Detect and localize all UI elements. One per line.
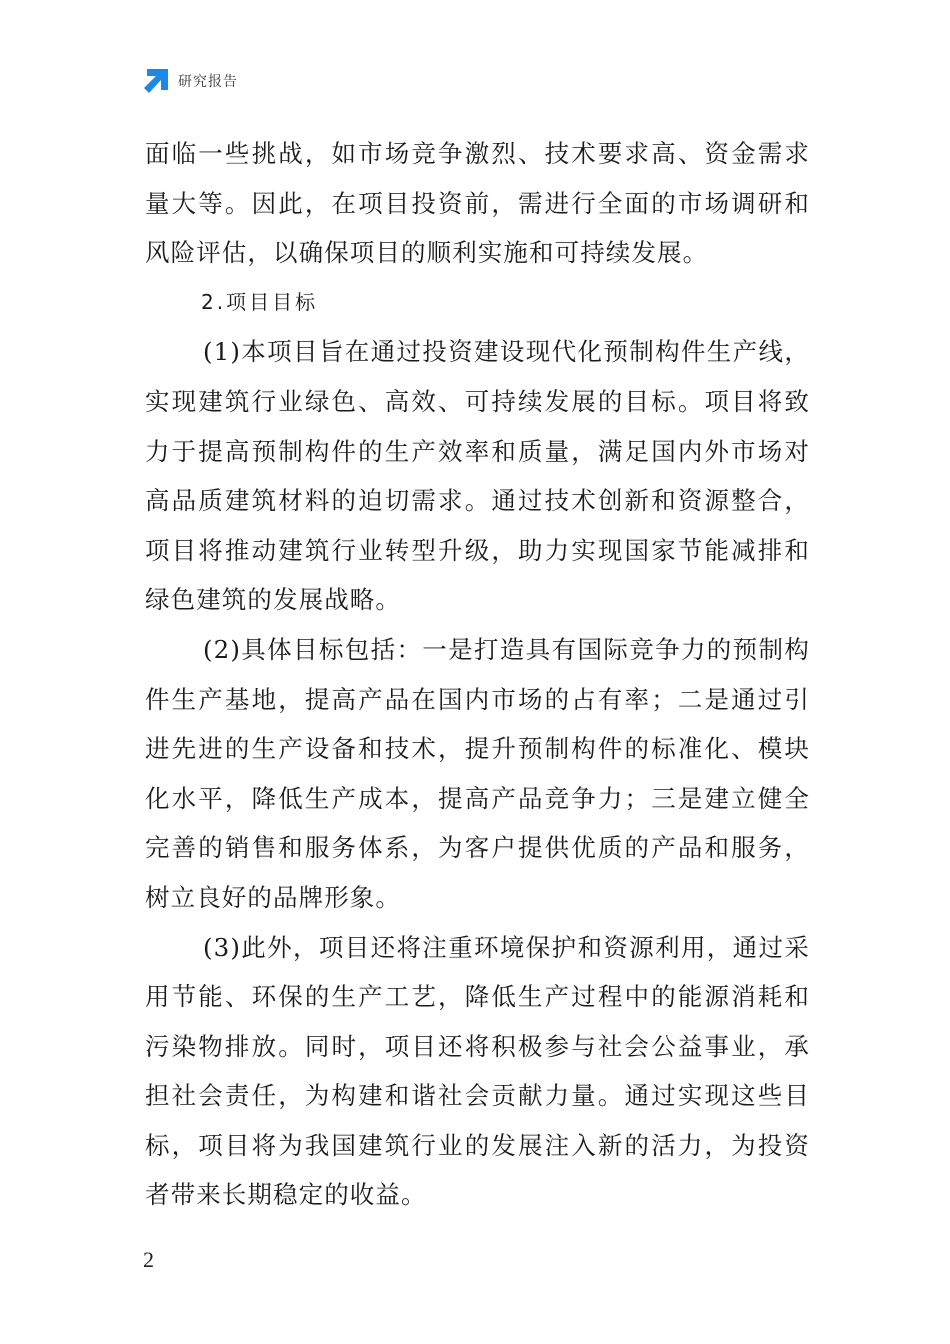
document-body [145, 129, 810, 1220]
paragraph-goal-3: (3)此外，项目还将注重环境保护和资源利用，通过采用节能、环保的生产工艺，降低生产过程中的能源消耗和污染物排放。同时，项目还将积极参与社会公益事业，承担社会责任，为构建和谐社会贡献力量。通过实现这些目标，项目将为我国建筑行业的发展注入新的活力，为投资者带来长期稳定的收益。 [145, 932, 810, 1210]
arrow-up-right-icon [143, 68, 169, 94]
header-title: 研究报告 [178, 74, 238, 90]
paragraph-goal-2: (2)具体目标包括：一是打造具有国际竞争力的预制构件生产基地，提高产品在国内市场的占有率；二是通过引进先进的生产设备和技术，提升预制构件的标准化、模块化水平，降低生产成本，提高产品竞争力；三是建立健全完善的销售和服务体系，为客户提供优质的产品和服务，树立良好的品牌形象。 [145, 634, 810, 912]
section-heading: 2.项目目标 [201, 289, 319, 314]
page-header [143, 66, 238, 96]
paragraph-goal-1: (1)本项目旨在通过投资建设现代化预制构件生产线，实现建筑行业绿色、高效、可持续发展的目标。项目将致力于提高预制构件的生产效率和质量，满足国内外市场对高品质建筑材料的迫切需求。通过技术创新和资源整合，项目将推动建筑行业转型升级，助力实现国家节能减排和绿色建筑的发展战略。 [145, 337, 810, 615]
paragraph-intro: 面临一些挑战，如市场竞争激烈、技术要求高、资金需求量大等。因此，在项目投资前，需进行全面的市场调研和风险评估，以确保项目的顺利实施和可持续发展。 [145, 139, 810, 268]
page-number: 2 [143, 1247, 154, 1272]
